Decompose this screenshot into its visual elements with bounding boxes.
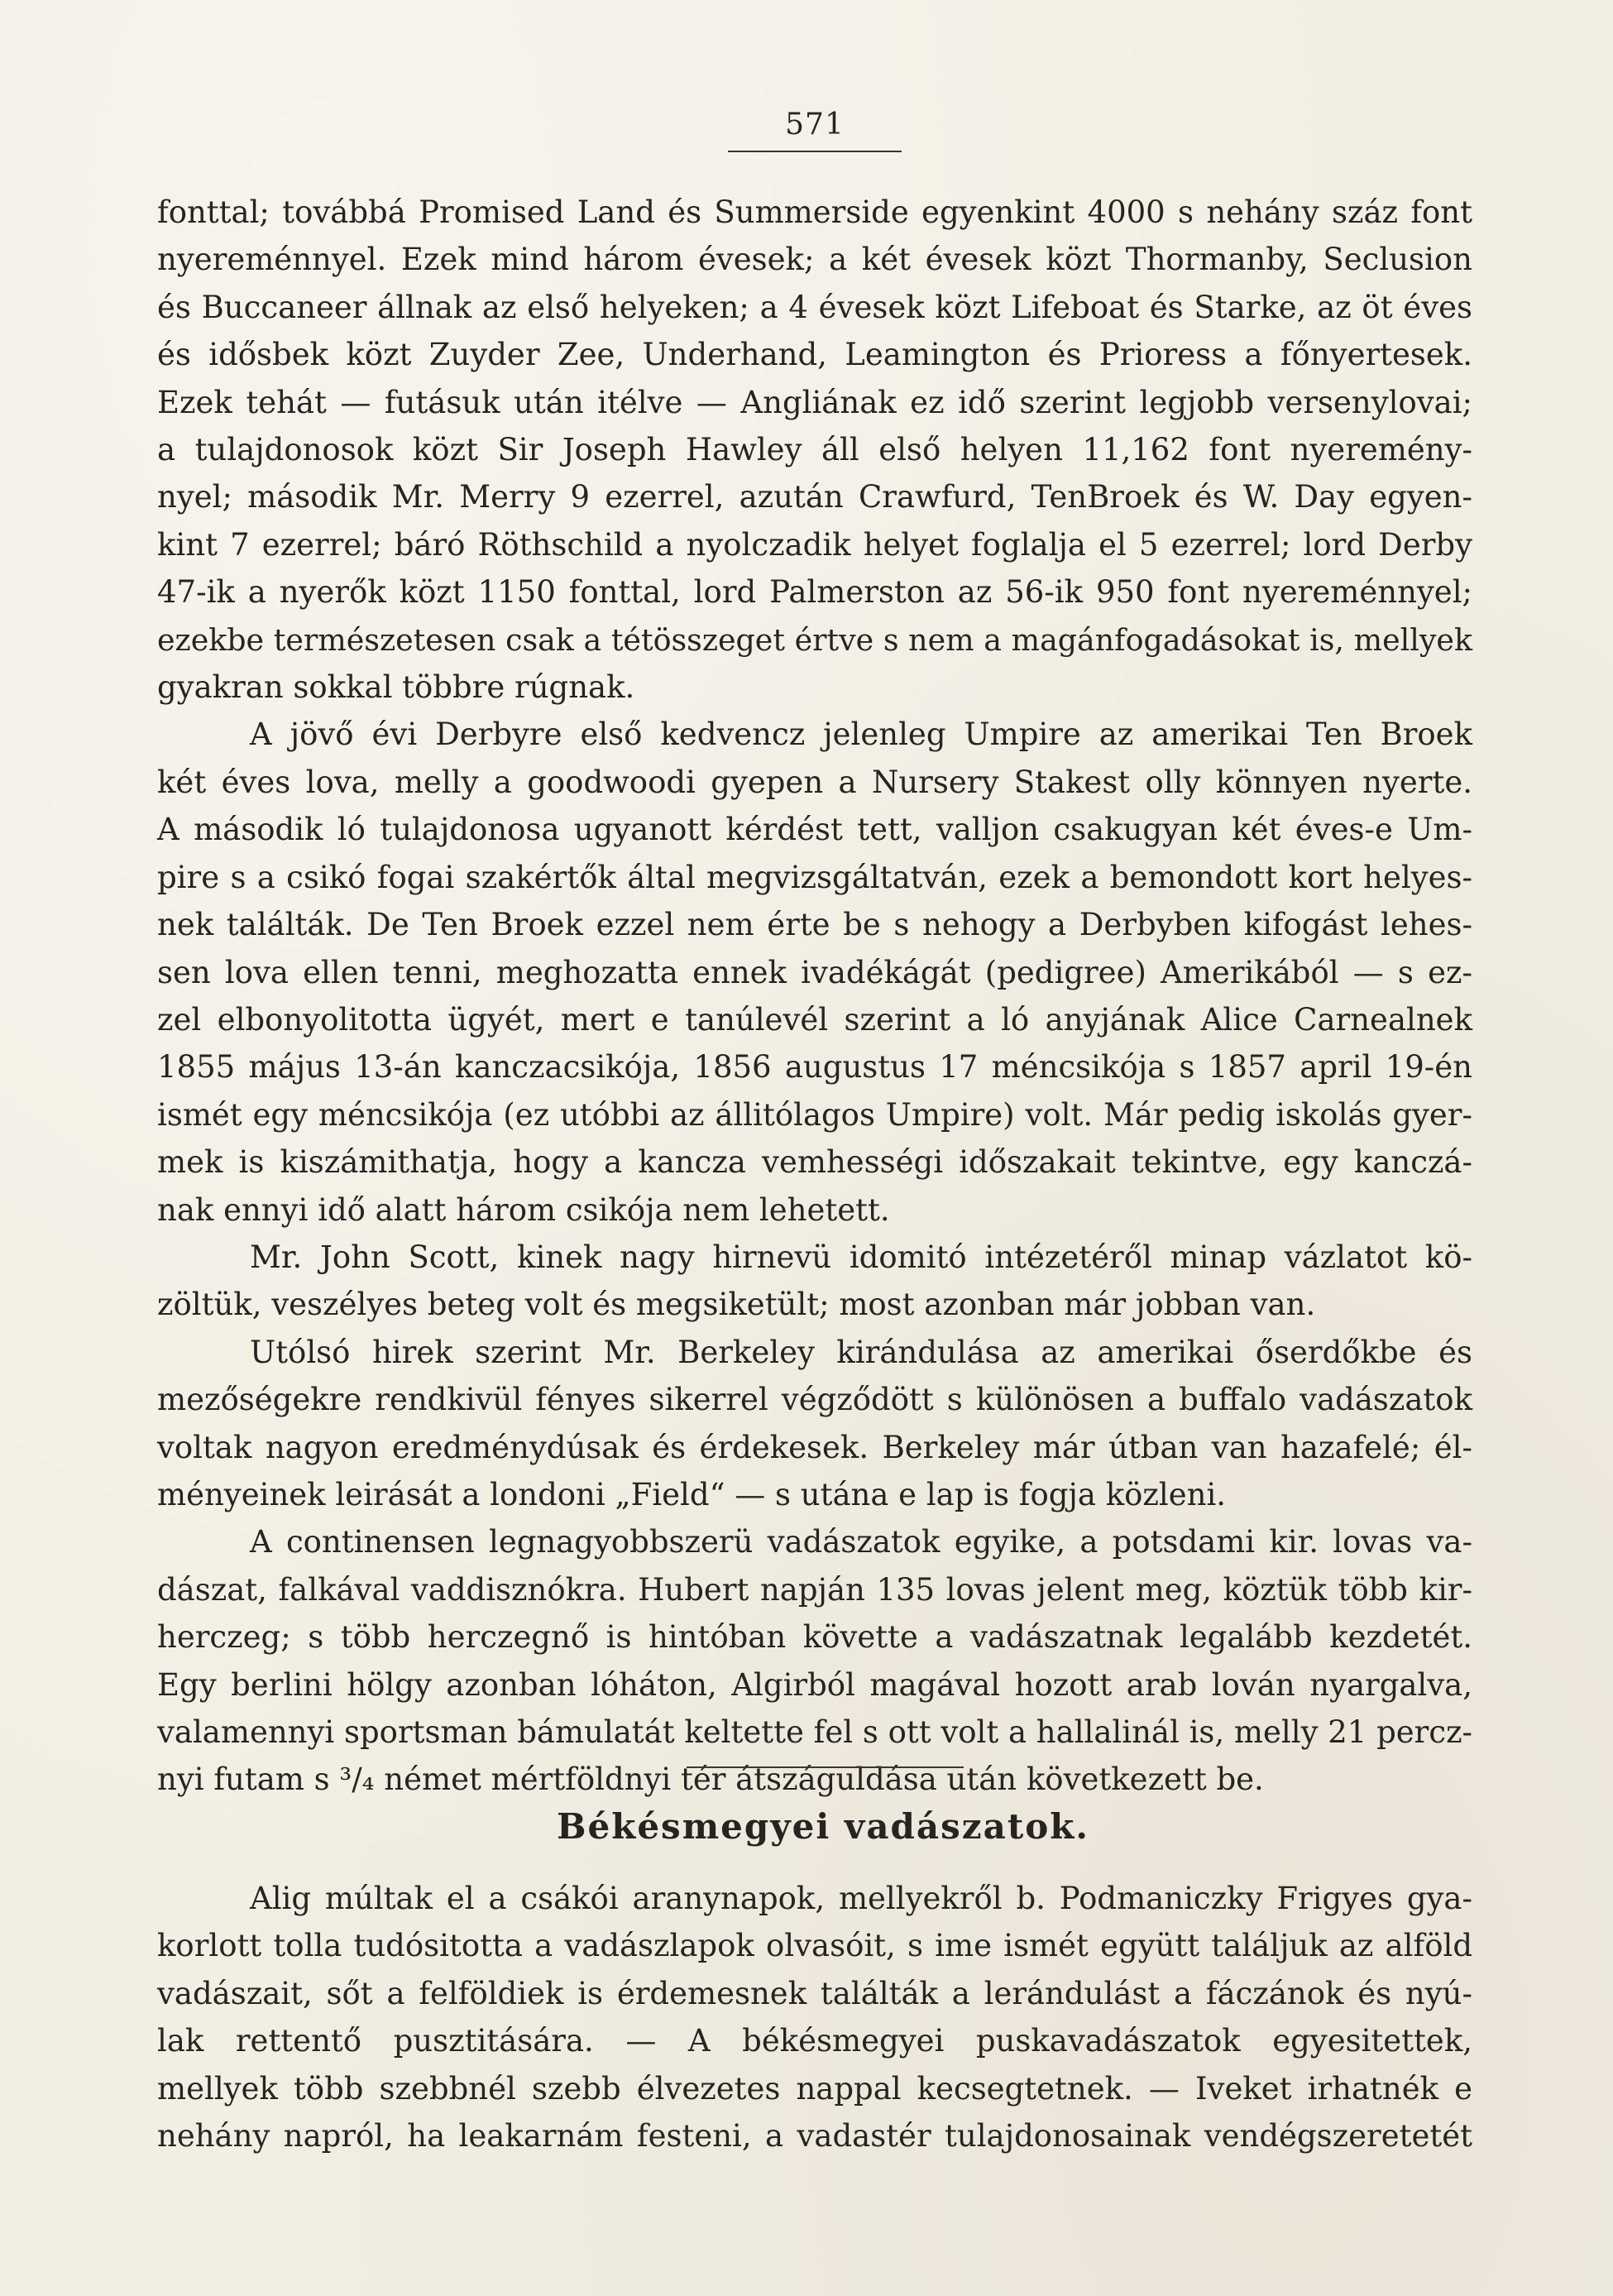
text-line: gyakran sokkal többre rúgnak. (157, 669, 635, 706)
page-number-underline (728, 151, 902, 152)
text-line: Ezek tehát — futásuk után itélve — Angliának ez idő szerint legjobb versenylovai; (157, 384, 1472, 420)
text-line: mellyek több szebbnél szebb élvezetes nappal kecsegtetnek. — Iveket irhatnék e (157, 2070, 1472, 2107)
text-line: dászat, falkával vaddisznókra. Hubert napján 135 lovas jelent meg, köztük több kir- (157, 1571, 1472, 1608)
text-line: nyi futam s ³/₄ német mértföldnyi tér átszáguldása után következett be. (157, 1762, 1264, 1798)
paragraph-first-line: Alig múltak el a csákói aranynapok, mellyekről b. Podmaniczky Frigyes gya- (250, 1881, 1472, 1916)
text-line: nek találták. De Ten Broek ezzel nem érte be s nehogy a Derbyben kifogást lehes- (157, 907, 1472, 943)
text-line: fonttal; továbbá Promised Land és Summerside egyenkint 4000 s nehány száz font (157, 194, 1472, 230)
paragraph-first-line: Mr. John Scott, kinek nagy hirnevü idomitó intézetéről minap vázlatot kö- (250, 1239, 1472, 1275)
text-line: sen lova ellen tenni, meghozatta ennek ivadékágát (pedigree) Amerikából — s ez- (157, 954, 1472, 990)
text-line: és idősbek közt Zuyder Zee, Underhand, Leamington és Prioress a főnyertesek. (157, 337, 1472, 373)
article-body-bottom (157, 1875, 1472, 2159)
section-separator (687, 1766, 964, 1768)
text-line: kint 7 ezerrel; báró Röthschild a nyolczadik helyet foglalja el 5 ezerrel; lord Derby (157, 526, 1472, 563)
article-body-top (157, 189, 1472, 1804)
text-line: és Buccaneer állnak az első helyeken; a 4 évesek közt Lifeboat és Starke, az öt éves (157, 289, 1472, 325)
text-line: 1855 május 13-án kanczacsikója, 1856 augustus 17 méncsikója s 1857 april 19-én (157, 1049, 1472, 1086)
paragraph-first-line: A jövő évi Derbyre első kedvencz jelenleg Umpire az amerikai Ten Broek (250, 717, 1472, 753)
text-line: A második ló tulajdonosa ugyanott kérdést tett, valljon csakugyan két éves-e Um- (157, 812, 1472, 848)
text-line: herczeg; s több herczegnő is hintóban követte a vadászatnak legalább kezdetét. (157, 1619, 1472, 1656)
text-line: zöltük, veszélyes beteg volt és megsiketült; most azonban már jobban van. (157, 1287, 1316, 1323)
text-line: nyereménnyel. Ezek mind három évesek; a két évesek közt Thormanby, Seclusion (157, 242, 1472, 278)
text-line: lak rettentő pusztitására. — A békésmegyei puskavadászatok egyesitettek, (157, 2023, 1472, 2059)
text-line: a tulajdonosok közt Sir Joseph Hawley áll első helyen 11,162 font nyeremény- (157, 432, 1472, 468)
text-line: mek is kiszámithatja, hogy a kancza vemhességi időszakait tekintve, egy kanczá- (157, 1144, 1472, 1181)
text-line: mezőségekre rendkivül fényes sikerrel végződött s különösen a buffalo vadászatok (157, 1382, 1472, 1418)
text-line: nehány napról, ha leakarnám festeni, a vadastér tulajdonosainak vendégszeretetét (157, 2118, 1472, 2155)
text-line: pire s a csikó fogai szakértők által megvizsgáltatván, ezek a bemondott kort helyes- (157, 859, 1472, 895)
page-number: 571 (785, 108, 845, 141)
section-heading: Békésmegyei vadászatok. (557, 1806, 1089, 1847)
paragraph-first-line: Utólsó hirek szerint Mr. Berkeley kirándulása az amerikai őserdőkbe és (250, 1334, 1472, 1370)
text-line: Egy berlini hölgy azonban lóháton, Algirból magával hozott arab lován nyargalva, (157, 1666, 1472, 1703)
text-line: ményeinek leirását a londoni „Field“ — s utána e lap is fogja közleni. (157, 1476, 1227, 1512)
text-line: valamennyi sportsman bámulatát keltette fel s ott volt a hallalinál is, melly 21 percz- (157, 1714, 1473, 1750)
text-line: ezekbe természetesen csak a tétösszeget értve s nem a magánfogadásokat is, mellyek (157, 621, 1472, 658)
text-line: két éves lova, melly a goodwoodi gyepen a Nursery Stakest olly könnyen nyerte. (157, 764, 1472, 800)
text-line: korlott tolla tudósitotta a vadászlapok olvasóit, s ime ismét együtt találjuk az alföld (157, 1928, 1472, 1964)
text-line: voltak nagyon eredménydúsak és érdekesek. Berkeley már útban van hazafelé; él- (157, 1429, 1472, 1465)
text-line: ismét egy méncsikója (ez utóbbi az állitólagos Umpire) volt. Már pedig iskolás gyer- (157, 1096, 1472, 1133)
text-line: nak ennyi idő alatt három csikója nem lehetett. (157, 1191, 890, 1228)
paragraph-first-line: A continensen legnagyobbszerü vadászatok egyike, a potsdami kir. lovas va- (250, 1524, 1472, 1560)
text-line: 47-ik a nyerők közt 1150 fonttal, lord Palmerston az 56-ik 950 font nyereménnyel; (157, 574, 1472, 611)
text-line: nyel; második Mr. Merry 9 ezerrel, azután Crawfurd, TenBroek és W. Day egyen- (157, 479, 1472, 515)
text-line: zel elbonyolitotta ügyét, mert e tanúlevél szerint a ló anyjának Alice Carnealnek (157, 1001, 1472, 1038)
text-line: vadászait, sőt a felföldiek is érdemesnek találták a lerándulást a fáczánok és nyú- (157, 1975, 1472, 2011)
